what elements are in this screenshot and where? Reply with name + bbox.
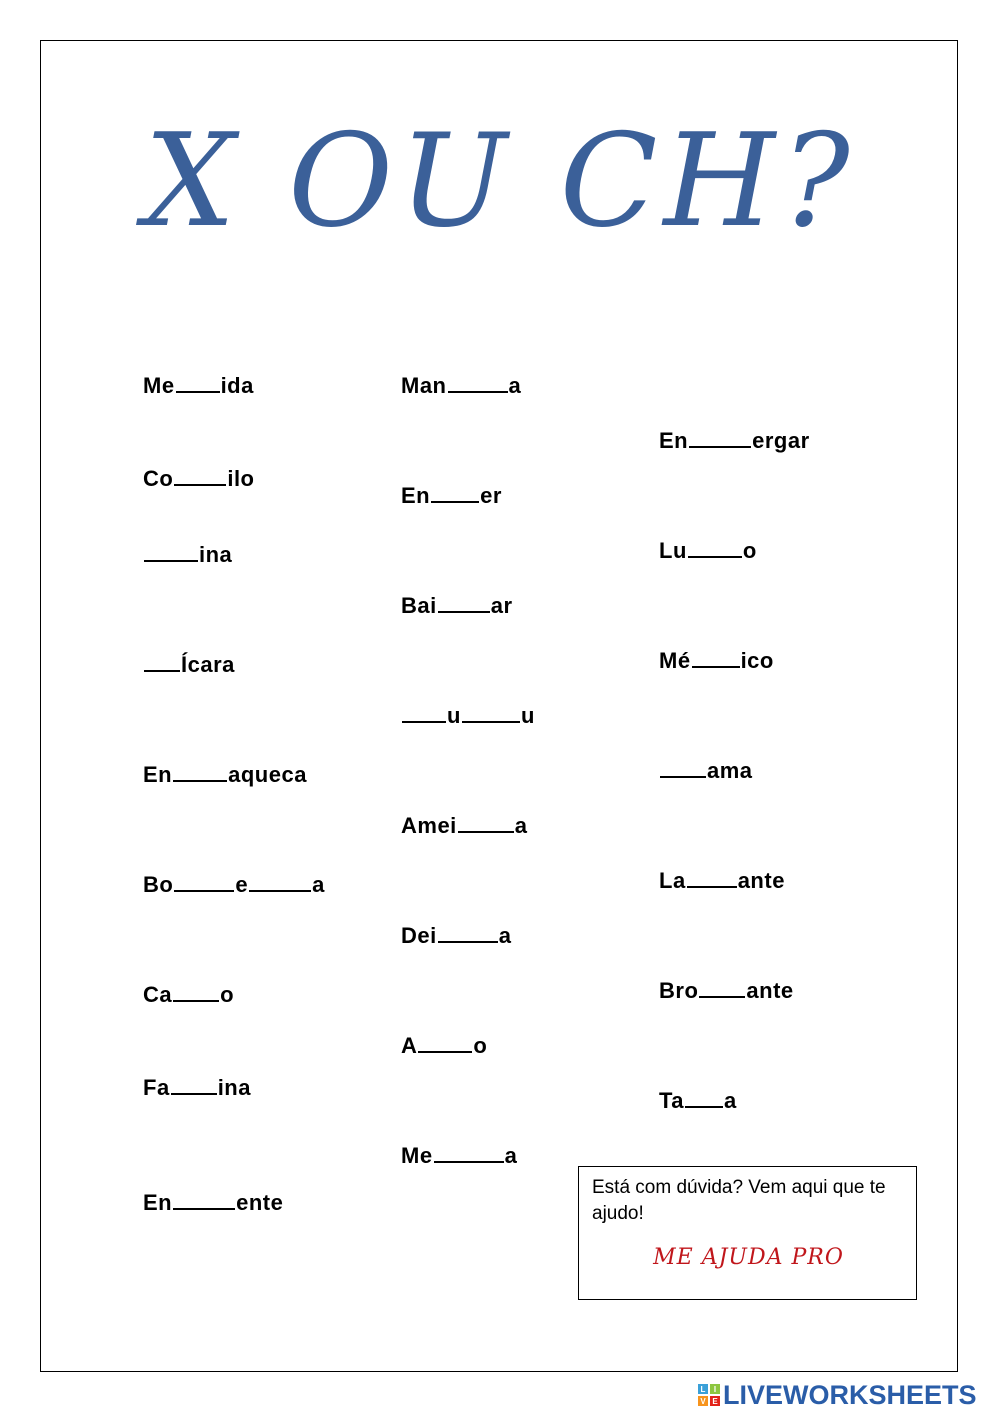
word-fragment: a: [724, 1088, 737, 1113]
word-fragment: u: [520, 703, 535, 728]
word-fragment: En: [143, 1190, 173, 1215]
word-item: [143, 1190, 283, 1216]
word-fragment: aqueca: [228, 762, 307, 787]
answer-blank[interactable]: [431, 483, 479, 503]
answer-blank[interactable]: [249, 872, 311, 892]
word-fragment: Amei: [401, 813, 457, 838]
answer-blank[interactable]: [174, 466, 226, 486]
word-fragment: ergar: [752, 428, 810, 453]
answer-blank[interactable]: [687, 868, 737, 888]
word-item: [401, 1143, 517, 1169]
word-fragment: ente: [236, 1190, 284, 1215]
word-fragment: er: [480, 483, 502, 508]
answer-blank[interactable]: [402, 703, 446, 723]
word-fragment: Ca: [143, 982, 173, 1007]
word-item: [143, 1075, 251, 1101]
answer-blank[interactable]: [174, 872, 234, 892]
word-fragment: e: [235, 872, 249, 897]
answer-blank[interactable]: [438, 593, 490, 613]
answer-blank[interactable]: [418, 1033, 472, 1053]
word-fragment: ina: [217, 1075, 251, 1100]
svg-text:V: V: [700, 1397, 706, 1406]
word-item: [659, 758, 753, 784]
answer-blank[interactable]: [438, 923, 498, 943]
answer-blank[interactable]: [171, 1075, 217, 1095]
word-item: [143, 652, 235, 678]
word-fragment: a: [508, 373, 522, 398]
word-fragment: Ta: [659, 1088, 685, 1113]
word-fragment: ico: [740, 648, 774, 673]
word-fragment: Man: [401, 373, 447, 398]
word-fragment: Mé: [659, 648, 691, 673]
word-fragment: Ícara: [181, 652, 235, 677]
word-item: [401, 813, 528, 839]
answer-blank[interactable]: [685, 1088, 723, 1108]
word-fragment: En: [401, 483, 431, 508]
word-item: [659, 428, 810, 454]
word-fragment: ilo: [227, 466, 255, 491]
answer-blank[interactable]: [173, 1190, 235, 1210]
word-fragment: Me: [143, 373, 175, 398]
word-fragment: u: [447, 703, 461, 728]
word-item: [659, 978, 794, 1004]
word-item: [401, 1033, 487, 1059]
answer-blank[interactable]: [448, 373, 508, 393]
word-item: [143, 466, 255, 492]
word-fragment: Fa: [143, 1075, 170, 1100]
word-fragment: a: [514, 813, 528, 838]
word-item: [401, 373, 521, 399]
answer-blank[interactable]: [689, 428, 751, 448]
word-fragment: o: [473, 1033, 488, 1058]
word-item: [659, 1088, 737, 1114]
word-fragment: Bro: [659, 978, 699, 1003]
word-item: [143, 762, 307, 788]
answer-blank[interactable]: [692, 648, 740, 668]
word-item: [659, 538, 757, 564]
svg-text:L: L: [700, 1385, 706, 1394]
word-fragment: La: [659, 868, 686, 893]
word-fragment: En: [659, 428, 689, 453]
word-item: [659, 648, 774, 674]
word-fragment: ar: [490, 593, 513, 618]
answer-blank[interactable]: [176, 373, 220, 393]
word-item: [143, 872, 325, 898]
liveworksheets-logo-icon: [698, 1384, 720, 1406]
answer-blank[interactable]: [458, 813, 514, 833]
word-fragment: a: [504, 1143, 518, 1168]
word-item: [143, 542, 232, 568]
answer-blank[interactable]: [660, 758, 706, 778]
word-item: [401, 593, 513, 619]
word-fragment: o: [742, 538, 757, 563]
answer-blank[interactable]: [462, 703, 520, 723]
word-fragment: Bai: [401, 593, 437, 618]
word-fragment: ina: [199, 542, 233, 567]
answer-blank[interactable]: [173, 982, 219, 1002]
help-box: [578, 1166, 917, 1300]
word-fragment: A: [401, 1033, 418, 1058]
word-fragment: En: [143, 762, 173, 787]
svg-text:E: E: [712, 1397, 718, 1406]
answer-blank[interactable]: [173, 762, 227, 782]
answer-blank[interactable]: [688, 538, 742, 558]
answer-blank[interactable]: [434, 1143, 504, 1163]
word-item: [143, 373, 254, 399]
answer-blank[interactable]: [144, 652, 180, 672]
brand-name: LIVEWORKSHEETS: [723, 1379, 977, 1410]
help-link[interactable]: ME AJUDA PRO: [653, 1245, 844, 1270]
worksheet-title: X OU CH?: [144, 107, 856, 256]
help-text: Está com dúvida? Vem aqui que te ajudo!: [592, 1177, 886, 1224]
word-fragment: Dei: [401, 923, 437, 948]
brand-footer: [698, 1380, 977, 1410]
word-fragment: ante: [746, 978, 794, 1003]
answer-blank[interactable]: [699, 978, 745, 998]
word-item: [143, 982, 234, 1008]
word-item: [401, 703, 535, 729]
word-item: [401, 483, 502, 509]
word-fragment: a: [312, 872, 325, 897]
word-fragment: ante: [737, 868, 785, 893]
word-item: [659, 868, 785, 894]
svg-text:I: I: [713, 1385, 717, 1394]
word-fragment: a: [498, 923, 512, 948]
word-fragment: ama: [707, 758, 753, 783]
word-fragment: Me: [401, 1143, 433, 1168]
word-fragment: Lu: [659, 538, 687, 563]
word-fragment: Co: [143, 466, 174, 491]
answer-blank[interactable]: [144, 542, 198, 562]
word-item: [401, 923, 512, 949]
word-fragment: o: [220, 982, 235, 1007]
word-fragment: Bo: [143, 872, 174, 897]
word-fragment: ida: [220, 373, 254, 398]
